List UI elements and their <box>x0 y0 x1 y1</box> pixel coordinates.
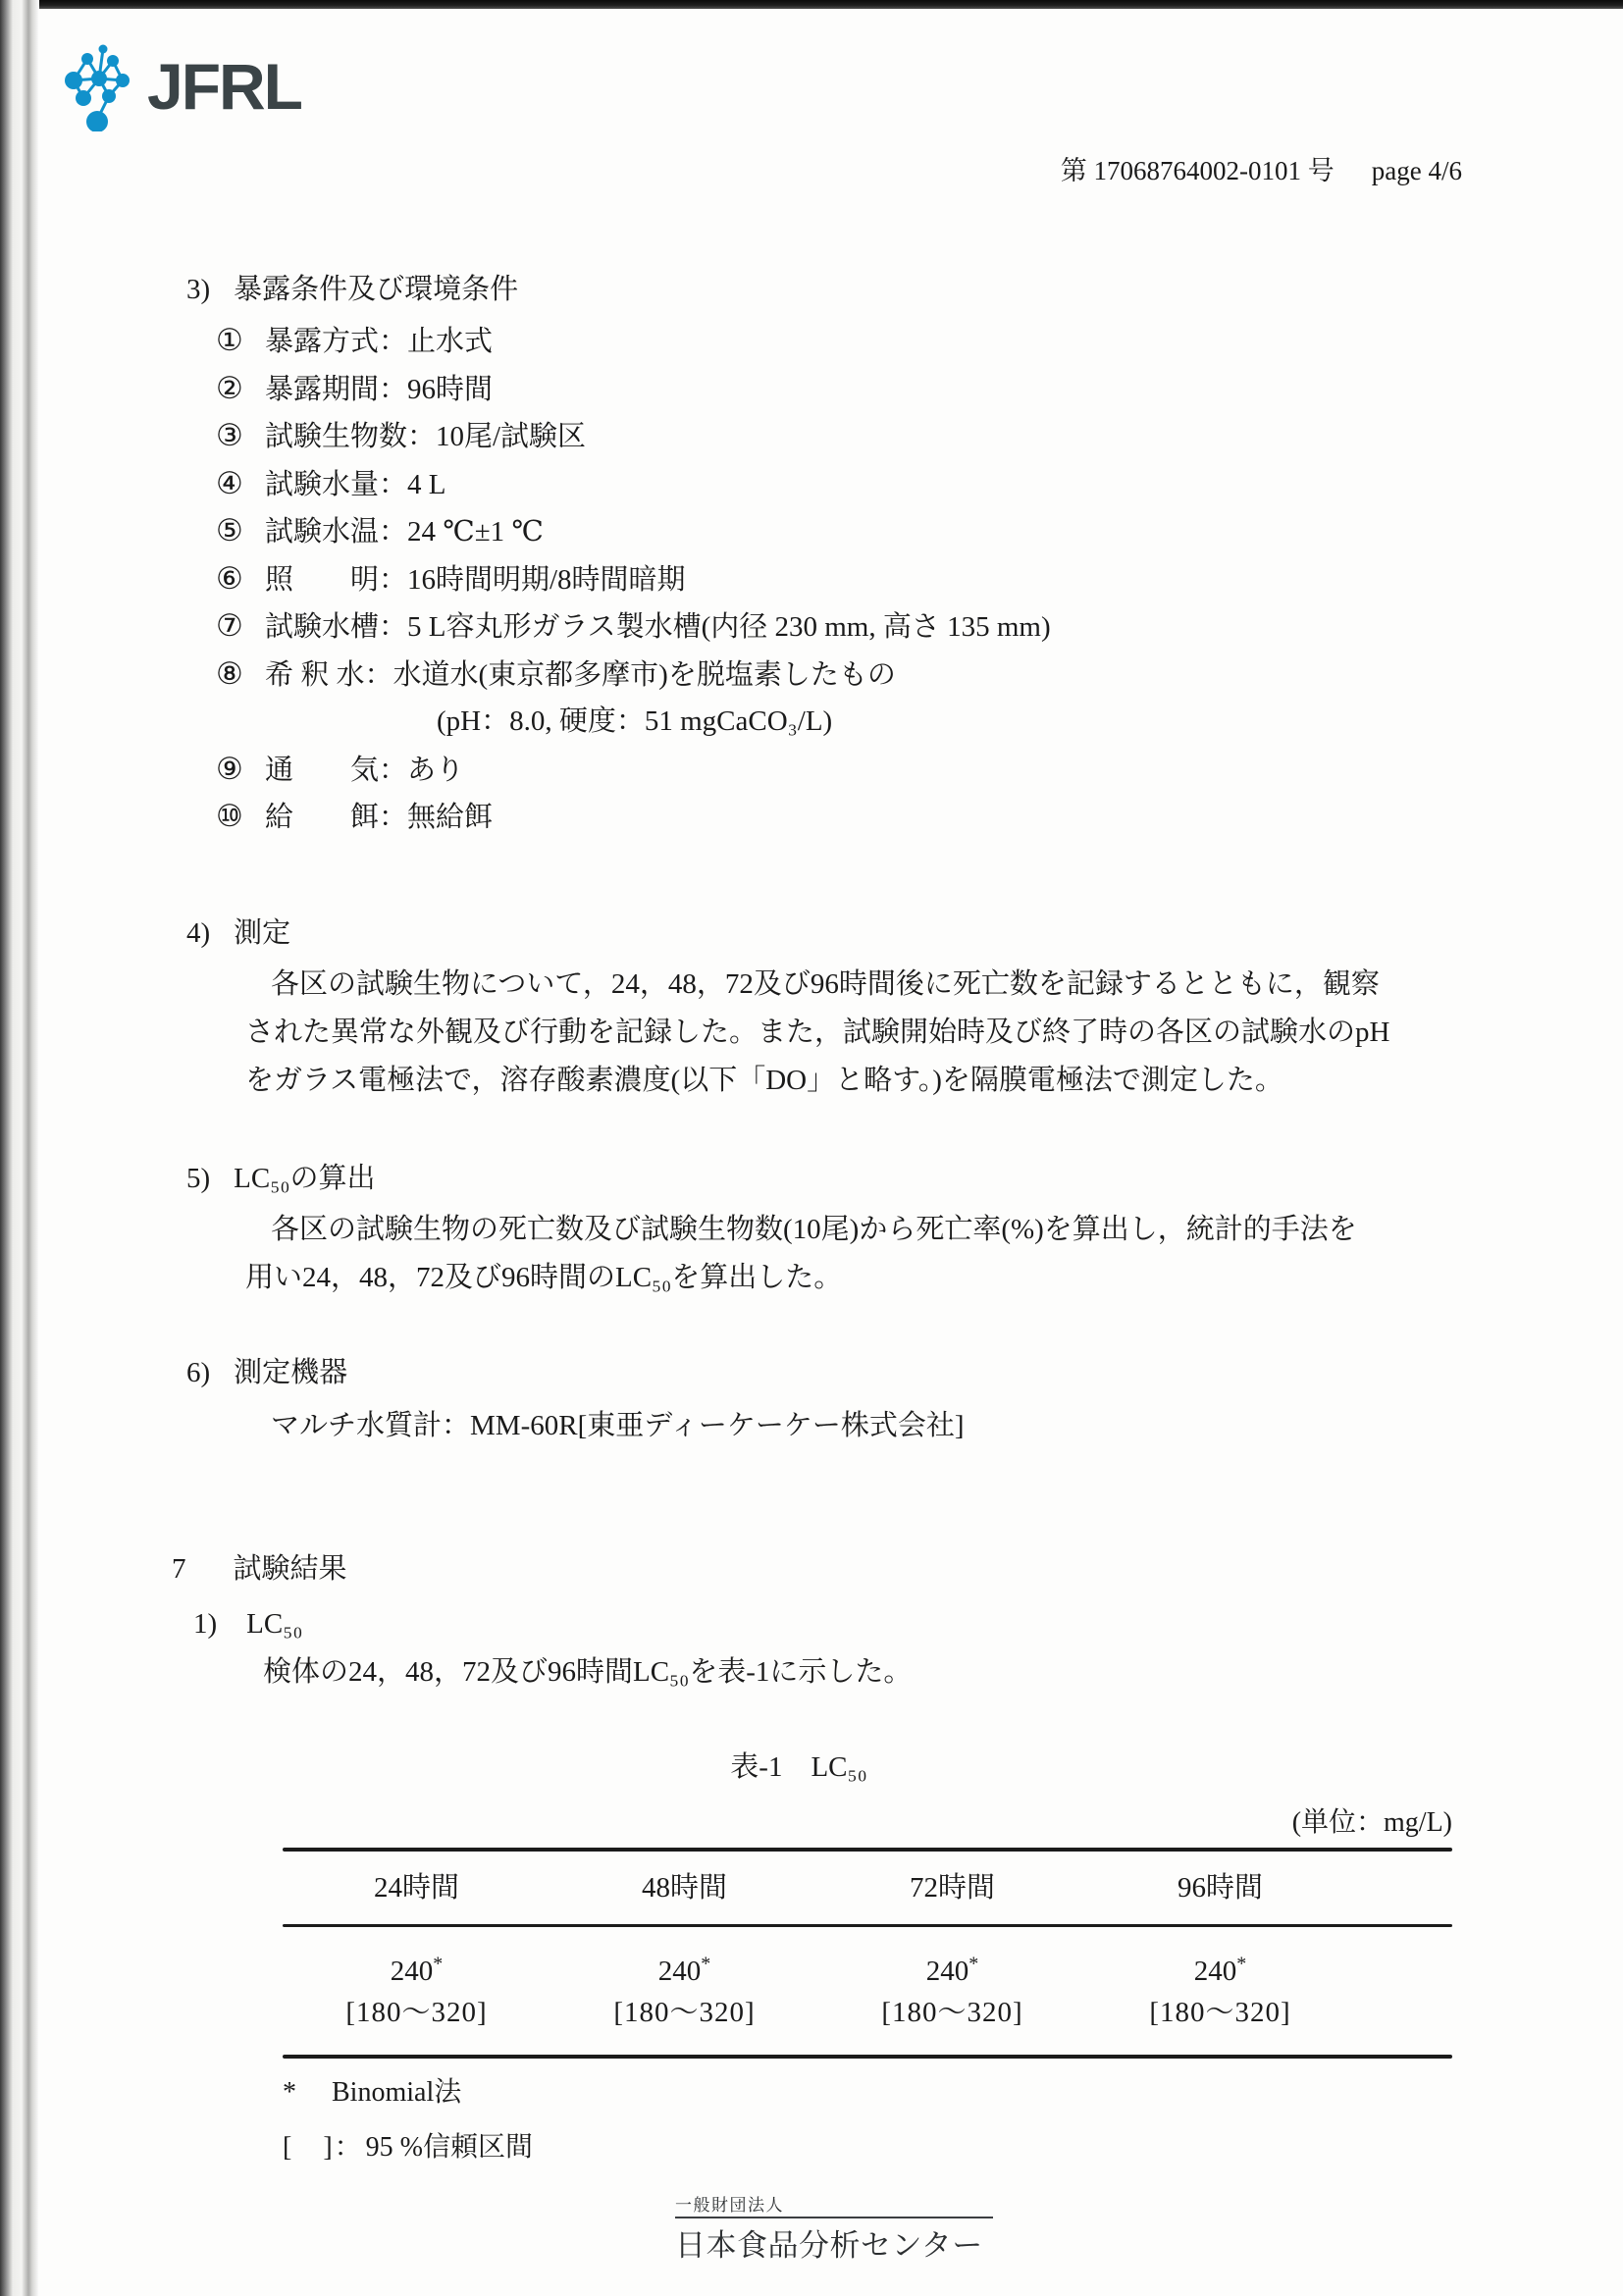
item-number: ⑤ <box>216 513 243 548</box>
subsection-title: LC₅₀ <box>246 1608 303 1640</box>
paragraph-line: された異常な外観及び行動を記録した。また，試験開始時及び終了時の各区の試験水のpH <box>245 1017 1390 1048</box>
section-number: 4) <box>186 917 211 949</box>
organization-logo-rule <box>675 2217 993 2218</box>
item-number: ① <box>216 323 243 357</box>
footnote-marker: [ ]： <box>283 2132 364 2163</box>
section-number: 3) <box>186 274 211 305</box>
item-text: 試験水槽：5 L容丸形ガラス製水槽(内径 230 mm, 高さ 135 mm) <box>265 611 1051 643</box>
document-number: 第 17068764002-0101 号 <box>1060 156 1335 185</box>
list-item <box>216 317 1051 365</box>
section-exposure-conditions <box>186 267 1051 841</box>
section-number: 7 <box>172 1553 186 1585</box>
section-title: 測定 <box>234 917 291 949</box>
asterisk-note: * <box>701 1953 711 1975</box>
section-lc50-calculation <box>186 1156 1357 1302</box>
item-number: ⑦ <box>216 608 243 643</box>
item-number: ④ <box>216 465 243 500</box>
value-text: 240 <box>1193 1956 1237 1987</box>
table-header-row <box>283 1852 1354 1924</box>
lc50-table <box>283 1745 1452 2165</box>
table-cell <box>1086 1951 1354 2033</box>
table-cell <box>818 1951 1086 2033</box>
value-text: 240 <box>657 1956 702 1987</box>
footnote-confidence <box>283 2125 1452 2165</box>
confidence-range: [180〜320] <box>881 1997 1023 2028</box>
item-text: (pH：8.0, 硬度：51 mgCaCO₃/L) <box>437 705 833 737</box>
list-item <box>216 507 1051 555</box>
value-text: 240 <box>390 1956 434 1987</box>
paragraph <box>245 961 1389 1105</box>
column-header: 48時間 <box>641 1872 727 1904</box>
section-test-results <box>172 1546 912 1696</box>
lc50-value <box>283 1951 550 1992</box>
section-number: 5) <box>186 1163 211 1194</box>
instrument-line: マルチ水質計：MM-60R[東亜ディーケーケー株式会社] <box>271 1410 965 1441</box>
table-data-row <box>283 1927 1354 2055</box>
section-heading <box>186 267 1051 307</box>
table-rule-bottom <box>283 2055 1452 2059</box>
paragraph-line: 各区の試験生物の死亡数及び試験生物数(10尾)から死亡率(%)を算出し，統計的手法を <box>271 1214 1357 1245</box>
paragraph-line: 各区の試験生物について，24，48，72及び96時間後に死亡数を記録するとともに，観察 <box>271 968 1380 1000</box>
column-header: 96時間 <box>1177 1872 1263 1904</box>
table-cell <box>283 1951 550 2033</box>
item-text: 希 釈 水：水道水(東京都多摩市)を脱塩素したもの <box>265 658 896 691</box>
organization-logo <box>675 2196 993 2265</box>
list-item <box>216 793 1051 841</box>
lc50-value <box>1086 1951 1354 1992</box>
table-unit-label: (単位：mg/L) <box>1291 1807 1452 1838</box>
item-text: 試験水量：4 L <box>265 468 446 500</box>
list-item <box>216 555 1051 603</box>
section-number: 6) <box>186 1357 211 1388</box>
section-heading <box>186 1350 965 1390</box>
section-heading <box>172 1546 912 1587</box>
asterisk-note: * <box>969 1953 979 1975</box>
list-item <box>216 365 1051 413</box>
section-title: 試験結果 <box>233 1553 347 1585</box>
item-number: ⑩ <box>216 799 243 833</box>
item-number: ⑥ <box>216 560 243 596</box>
section-instruments <box>186 1350 965 1450</box>
list-item <box>216 746 1051 794</box>
organization-type: 一般財団法人 <box>675 2196 784 2215</box>
section-heading <box>186 911 1389 951</box>
list-item <box>216 602 1051 651</box>
section-title: 測定機器 <box>234 1357 348 1388</box>
scan-edge-left <box>0 0 39 2296</box>
footnote-text: Binomial法 <box>332 2077 462 2108</box>
lc50-value <box>818 1951 1086 1992</box>
lc50-value <box>550 1951 818 1992</box>
table-title: 表-1 LC₅₀ <box>730 1751 867 1783</box>
column-header: 72時間 <box>909 1872 995 1904</box>
page-indicator: page 4/6 <box>1371 156 1462 185</box>
item-text: 暴露方式：止水式 <box>265 326 494 357</box>
list-item <box>216 460 1051 508</box>
value-text: 240 <box>925 1956 969 1987</box>
item-text: 給 餌：無給餌 <box>265 802 494 833</box>
list-item <box>216 412 1051 460</box>
item-text: 通 気：あり <box>265 754 465 786</box>
item-text: 試験生物数：10尾/試験区 <box>265 421 587 452</box>
molecular-network-icon <box>57 41 139 131</box>
list-item-continuation <box>216 698 1051 746</box>
paragraph <box>245 1206 1357 1302</box>
item-number: ⑧ <box>216 655 243 691</box>
confidence-range: [180〜320] <box>613 1997 756 2028</box>
item-text: 試験水温：24 ℃±1 ℃ <box>265 516 544 548</box>
item-text: 暴露期間：96時間 <box>265 373 494 405</box>
document-number-line <box>0 149 1462 187</box>
footnote-binomial <box>283 2070 1452 2110</box>
item-number: ② <box>216 370 243 405</box>
organization-name: 日本食品分析センター <box>675 2227 983 2263</box>
paragraph-line: をガラス電極法で，溶存酸素濃度(以下「DO」と略す。)を隔膜電極法で測定した。 <box>245 1065 1283 1096</box>
asterisk-note: * <box>433 1953 444 1975</box>
footnote-text: 95 %信頼区間 <box>365 2132 533 2163</box>
asterisk-note: * <box>1236 1953 1247 1975</box>
section-heading <box>186 1156 1357 1196</box>
subsection-heading <box>193 1600 912 1648</box>
list-item <box>216 651 1051 699</box>
footnote-marker: * <box>283 2077 296 2108</box>
item-text: 照 明：16時間明期/8時間暗期 <box>265 563 686 596</box>
confidence-range: [180〜320] <box>1149 1997 1291 2028</box>
paragraph-line: 用い24，48，72及び96時間のLC₅₀を算出した。 <box>245 1262 843 1293</box>
item-number: ③ <box>216 418 243 452</box>
section-measurement <box>186 911 1389 1105</box>
item-number: ⑨ <box>216 751 243 786</box>
jfrl-logo <box>57 41 301 131</box>
section-title: LC₅₀の算出 <box>234 1163 376 1194</box>
scan-edge-top <box>0 0 1623 9</box>
jfrl-logo-text: JFRL <box>147 50 301 123</box>
confidence-range: [180〜320] <box>345 1997 488 2028</box>
section-title: 暴露条件及び環境条件 <box>234 274 519 305</box>
condition-list <box>186 317 1051 841</box>
subsection-number: 1) <box>193 1608 218 1640</box>
column-header: 24時間 <box>373 1872 459 1904</box>
result-line: 検体の24，48，72及び96時間LC₅₀を表-1に示した。 <box>263 1656 913 1688</box>
table-cell <box>550 1951 818 2033</box>
